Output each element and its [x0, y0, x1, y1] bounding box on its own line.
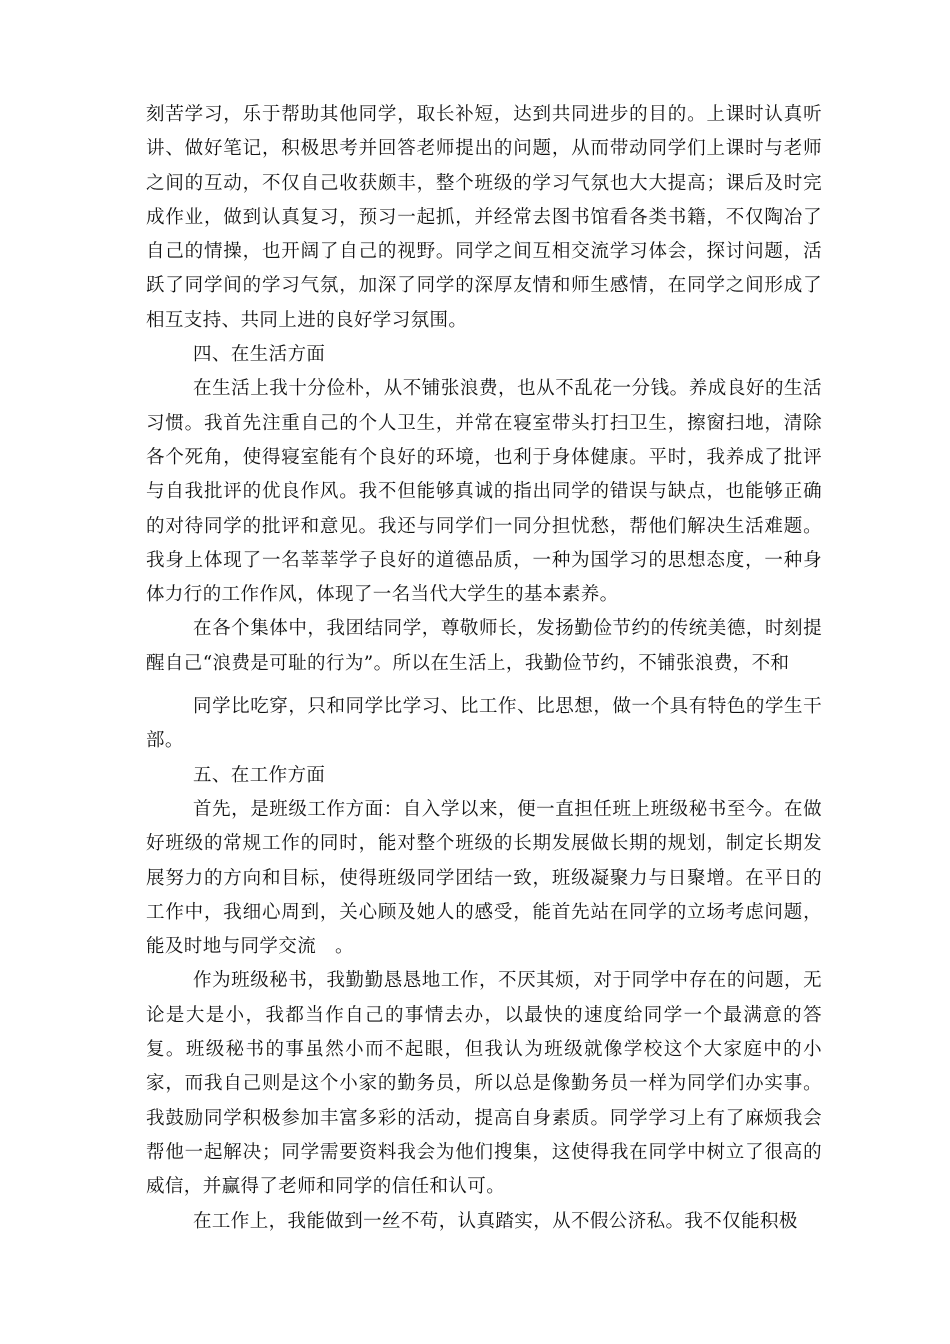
section-heading-life: 四、在生活方面 — [193, 344, 326, 366]
paragraph-study-continued: 刻苦学习，乐于帮助其他同学，取长补短，达到共同进步的目的。上课时认真听讲、做好笔记，积极思考并回答老师提出的问题，从而带动同学们上课时与老师之间的互动，不仅自己收获颇丰，整个班级的学习气氛也大大提高；课后及时完成作业，做到认真复习，预习一起抓，并经常去图书馆看各类书籍，不仅陶冶了自己的情操，也开阔了自己的视野。同学之间互相交流学习体会，探讨问题，活跃了同学间的学习气氛，加深了同学的深厚友情和师生感情，在同学之间形成了相互支持、共同上进的良好学习氛围。 — [146, 104, 822, 331]
document-body — [146, 98, 822, 1239]
section-heading-work: 五、在工作方面 — [193, 764, 326, 786]
paragraph-work-secretary: 作为班级秘书，我勤勤恳恳地工作，不厌其烦，对于同学中存在的问题，无论是大是小，我都当作自己的事情去办，以最快的速度给同学一个最满意的答复。班级秘书的事虽然小而不起眼，但我认为班级就像学校这个大家庭中的小家，而我自己则是这个小家的勤务员，所以总是像勤务员一样为同学们办实事。我鼓励同学积极参加丰富多彩的活动，提高自身素质。同学学习上有了麻烦我会帮他一起解决；同学需要资料我会为他们搜集，这使得我在同学中树立了很高的威信，并赢得了老师和同学的信任和认可。 — [146, 970, 822, 1198]
paragraph-life-compare: 同学比吃穿，只和同学比学习、比工作、比思想，做一个具有特色的学生干部。 — [146, 696, 822, 752]
paragraph-life-collective: 在各个集体中，我团结同学，尊敬师长，发扬勤俭节约的传统美德，时刻提醒自己“浪费是可耻的行为”。所以在生活上，我勤俭节约，不铺张浪费，不和 — [146, 618, 822, 674]
paragraph-work-diligent: 在工作上，我能做到一丝不苟，认真踏实，从不假公济私。我不仅能积极 — [193, 1210, 798, 1232]
paragraph-work-class: 首先，是班级工作方面：自入学以来，便一直担任班上班级秘书至今。在做好班级的常规工作的同时，能对整个班级的长期发展做长期的规划，制定长期发展努力的方向和目标，使得班级同学团结一致，班级凝聚力与日聚增。在平日的工作中，我细心周到，关心顾及她人的感受，能首先站在同学的立场考虑问题，能及时地与同学交流 。 — [146, 798, 822, 958]
paragraph-life-frugal: 在生活上我十分俭朴，从不铺张浪费，也从不乱花一分钱。养成良好的生活习惯。我首先注重自己的个人卫生，并常在寝室带头打扫卫生，擦窗扫地，清除各个死角，使得寝室能有个良好的环境，也利于身体健康。平时，我养成了批评与自我批评的优良作风。我不但能够真诚的指出同学的错误与缺点，也能够正确的对待同学的批评和意见。我还与同学们一同分担忧愁，帮他们解决生活难题。我身上体现了一名莘莘学子良好的道德品质，一种为国学习的思想态度，一种身体力行的工作作风，体现了一名当代大学生的基本素养。 — [146, 378, 822, 606]
